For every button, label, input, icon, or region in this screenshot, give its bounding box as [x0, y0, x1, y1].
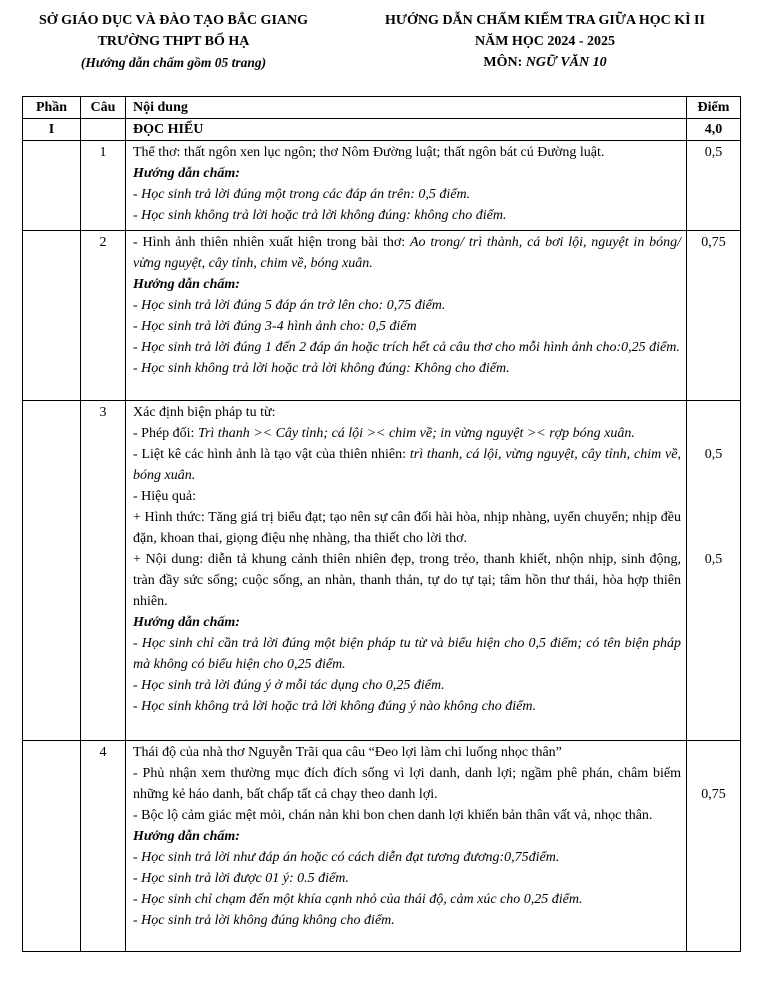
header-cau: Câu: [81, 97, 126, 119]
question-number: 2: [81, 231, 126, 401]
header-phan: Phần: [23, 97, 81, 119]
question-content: [126, 231, 687, 401]
question-number: 1: [81, 141, 126, 231]
table-row: [23, 231, 741, 401]
guide-item: - Học sinh trả lời đúng một trong các đáp án trên: 0,5 điểm.: [133, 187, 471, 202]
guide-item: - Học sinh trả lời được 01 ý: 0.5 điểm.: [133, 871, 349, 886]
question-score-group: [687, 401, 741, 741]
header-right: [350, 10, 740, 73]
subject-name: NGỮ VĂN 10: [525, 55, 607, 70]
guide-item: - Học sinh trả lời đúng 3-4 hình ảnh cho: 0,5 điểm: [133, 319, 417, 334]
guide-label: Hướng dẫn chấm:: [133, 615, 240, 630]
header-left: [0, 10, 347, 73]
page-count-note: (Hướng dẫn chấm gồm 05 trang): [80, 55, 267, 70]
guide-item: - Học sinh chỉ chạm đến một khía cạnh nhỏ của thái độ, cảm xúc cho 0,25 điểm.: [133, 892, 583, 907]
question-content: [126, 741, 687, 952]
answer-text: [133, 232, 681, 274]
section-row: [23, 119, 741, 141]
guide-item: - Học sinh không trả lời hoặc trả lời không đúng: không cho điểm.: [133, 208, 507, 223]
question-score-group: [687, 741, 741, 952]
answer-text: + Hình thức: Tăng giá trị biểu đạt; tạo nên sự cân đối hài hòa, nhịp nhàng, uyển chuyển; nhịp đều đặn, khoan thai, giọng điệu nhẹ nhàng, tha thiết cho lời thơ.: [133, 510, 681, 546]
table-header-row: [23, 97, 741, 119]
section-title: ĐỌC HIỂU: [126, 119, 687, 141]
document-header: [0, 10, 761, 80]
subject-prefix: MÔN:: [483, 55, 526, 70]
guide-item: - Học sinh trả lời đúng ý ở mỗi tác dụng cho 0,25 điểm.: [133, 678, 445, 693]
question-number: 3: [81, 401, 126, 741]
answer-text: [133, 423, 681, 444]
question-score: 0,5: [687, 141, 741, 231]
answer-text: + Nội dung: diễn tả khung cảnh thiên nhiên đẹp, trong trẻo, thanh khiết, nhộn nhịp, sinh động, tràn đầy sức sống; cuộc sống, an nhàn, thanh thản, tự do tự tại; tâm hồn thư thái, hòa hợp thiên nhiên.: [133, 552, 681, 609]
guide-label: Hướng dẫn chấm:: [133, 277, 240, 292]
answer-prefix: - Phép đối:: [133, 426, 198, 441]
grading-table: [22, 96, 741, 952]
question-score: 0,75: [701, 787, 726, 802]
answer-prefix: - Hình ảnh thiên nhiên xuất hiện trong bài thơ:: [133, 235, 410, 250]
table-row: [23, 141, 741, 231]
question-score: 0,75: [687, 231, 741, 401]
school-name: TRƯỜNG THPT BỐ HẠ: [97, 34, 250, 49]
answer-italic: Trì thanh >< Cây tỉnh; cá lội >< chim về; in vừng nguyệt >< rợp bóng xuân.: [197, 426, 635, 441]
guide-label: Hướng dẫn chấm:: [133, 829, 240, 844]
answer-prefix: - Liệt kê các hình ảnh là tạo vật của thiên nhiên:: [133, 447, 410, 462]
table-row: [23, 401, 741, 741]
header-diem: Điểm: [687, 97, 741, 119]
section-number: I: [23, 119, 81, 141]
question-score: 0,5: [704, 447, 723, 462]
section-score: 4,0: [687, 119, 741, 141]
answer-text: Thể thơ: thất ngôn xen lục ngôn; thơ Nôm Đường luật; thất ngôn bát cú Đường luật.: [133, 145, 605, 160]
answer-italic: trì thanh, cá lội, vừng nguyệt, cây tỉnh, chim về, bóng xuân.: [133, 447, 681, 483]
header-noi-dung: Nội dung: [126, 97, 687, 119]
guide-item: - Học sinh trả lời như đáp án hoặc có cách diễn đạt tương đương:0,75điểm.: [133, 850, 560, 865]
document-title: HƯỚNG DẪN CHẤM KIỂM TRA GIỮA HỌC KÌ II: [385, 13, 705, 28]
answer-italic: Ao trong/ trì thành, cá bơi lội, nguyệt in bóng/ vừng nguyệt, cây tỉnh, chim về, bóng xuân.: [133, 235, 681, 271]
question-number: 4: [81, 741, 126, 952]
guide-item: - Học sinh trả lời đúng 1 đến 2 đáp án hoặc trích hết cả câu thơ cho mỗi hình ảnh cho:0,25 điểm.: [133, 340, 680, 355]
guide-item: - Học sinh không trả lời hoặc trả lời không đúng: Không cho điểm.: [133, 361, 510, 376]
answer-text: Xác định biện pháp tu từ:: [133, 405, 276, 420]
answer-text: - Phủ nhận xem thường mục đích đích sống vì lợi danh, danh lợi; ngầm phê phán, châm biếm những kẻ háo danh, bất chấp tất cả chạy theo danh lợi.: [133, 766, 681, 802]
answer-text: [133, 444, 681, 486]
question-content: [126, 401, 687, 741]
table-row: [23, 741, 741, 952]
school-year: NĂM HỌC 2024 - 2025: [475, 34, 615, 49]
guide-item: - Học sinh chỉ cần trả lời đúng một biện pháp tu từ và biểu hiện cho 0,5 điểm; có tên biện pháp mà không có biểu hiện cho 0,25 điểm.: [133, 636, 681, 672]
guide-item: - Học sinh trả lời đúng 5 đáp án trở lên cho: 0,75 điểm.: [133, 298, 446, 313]
guide-label: Hướng dẫn chấm:: [133, 166, 240, 181]
answer-text: Thái độ của nhà thơ Nguyễn Trãi qua câu “Đeo lợi làm chi luống nhọc thân”: [133, 745, 562, 760]
answer-text: - Bộc lộ cảm giác mệt mỏi, chán nản khi bon chen danh lợi khiến bản thân vất vả, nhọc thân.: [133, 808, 653, 823]
guide-item: - Học sinh không trả lời hoặc trả lời không đúng ý nào không cho điểm.: [133, 699, 536, 714]
question-score: 0,5: [704, 552, 723, 567]
department-name: SỞ GIÁO DỤC VÀ ĐÀO TẠO BẮC GIANG: [38, 13, 308, 28]
guide-item: - Học sinh trả lời không đúng không cho điểm.: [133, 913, 395, 928]
subject-line: [350, 52, 740, 73]
answer-text: - Hiệu quả:: [133, 489, 196, 504]
question-content: [126, 141, 687, 231]
